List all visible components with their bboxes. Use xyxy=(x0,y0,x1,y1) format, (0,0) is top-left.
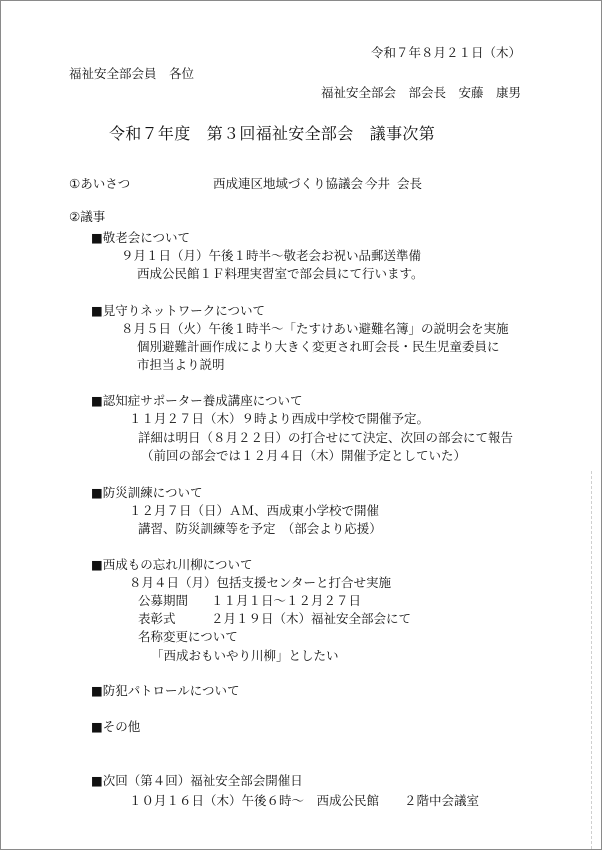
agenda-label: ②議事 xyxy=(69,209,106,224)
agenda-line: １０月１６日（木）午後６時～ 西成公民館 ２階中会議室 xyxy=(129,793,480,808)
rename-label: 名称変更について xyxy=(138,629,238,644)
agenda-line: １２月７日（日）ＡＭ、西成東小学校で開催 xyxy=(129,503,380,518)
sender: 福祉安全部会 部会長 安藤 康男 xyxy=(321,85,522,100)
agenda-line: 講習、防災訓練等を予定 （部会より応援） xyxy=(138,521,382,536)
greeting-organization: 西成連区地域づくり協議会 xyxy=(213,176,364,191)
detail-value: １１月１日～１２月２７日 xyxy=(211,593,362,608)
agenda-line: （前回の部会では１２月４日（木）開催予定としていた） xyxy=(141,448,467,463)
rename-value: 「西成おもいやり川柳」としたい xyxy=(151,648,339,663)
agenda-heading-senryu: ■西成もの忘れ川柳について xyxy=(91,557,253,572)
scan-edge-line xyxy=(591,471,592,849)
agenda-heading-next-meeting: ■次回（第４回）福祉安全部会開催日 xyxy=(91,773,303,788)
greeting-label: ①あいさつ xyxy=(69,176,131,191)
detail-value: ２月１９日（木）福祉安全部会にて xyxy=(211,611,412,626)
agenda-line: ８月４日（月）包括支援センターと打合せ実施 xyxy=(129,575,392,590)
agenda-line: 個別避難計画作成により大きく変更され町会長・民生児童委員に xyxy=(137,339,500,354)
detail-label: 公募期間 xyxy=(138,593,189,608)
agenda-heading-disaster-drill: ■防災訓練について xyxy=(91,485,203,500)
agenda-heading-respect-for-aged: ■敬老会について xyxy=(91,230,191,245)
detail-label: 表彰式 xyxy=(138,611,176,626)
recipients: 福祉安全部会員 各位 xyxy=(69,66,195,81)
greeting-name: 今井 xyxy=(365,176,391,191)
agenda-heading-dementia-supporter: ■認知症サポーター養成講座について xyxy=(91,393,303,408)
agenda-line: 市担当より説明 xyxy=(137,357,225,372)
agenda-heading-watch-network: ■見守りネットワークについて xyxy=(91,303,266,318)
greeting-role: 会長 xyxy=(397,176,423,191)
agenda-heading-other: ■その他 xyxy=(91,719,141,734)
agenda-line: １１月２７日（木）９時より西成中学校で開催予定。 xyxy=(129,411,430,426)
agenda-line: 詳細は明日（８月２２日）の打合せにて決定、次回の部会にて報告 xyxy=(138,430,514,445)
agenda-line: 西成公民館１Ｆ料理実習室で部会員にて行います。 xyxy=(137,266,424,281)
agenda-heading-crime-patrol: ■防犯パトロールについて xyxy=(91,683,240,698)
page-title: 令和７年度 第３回福祉安全部会 議事次第 xyxy=(109,124,436,143)
document-date: 令和７年８月２１日（木） xyxy=(371,45,522,60)
agenda-line: ８月５日（火）午後１時半～「たすけあい避難名簿」の説明会を実施 xyxy=(121,321,509,336)
agenda-line: ９月１日（月）午後１時半～敬老会お祝い品郵送準備 xyxy=(121,248,422,263)
